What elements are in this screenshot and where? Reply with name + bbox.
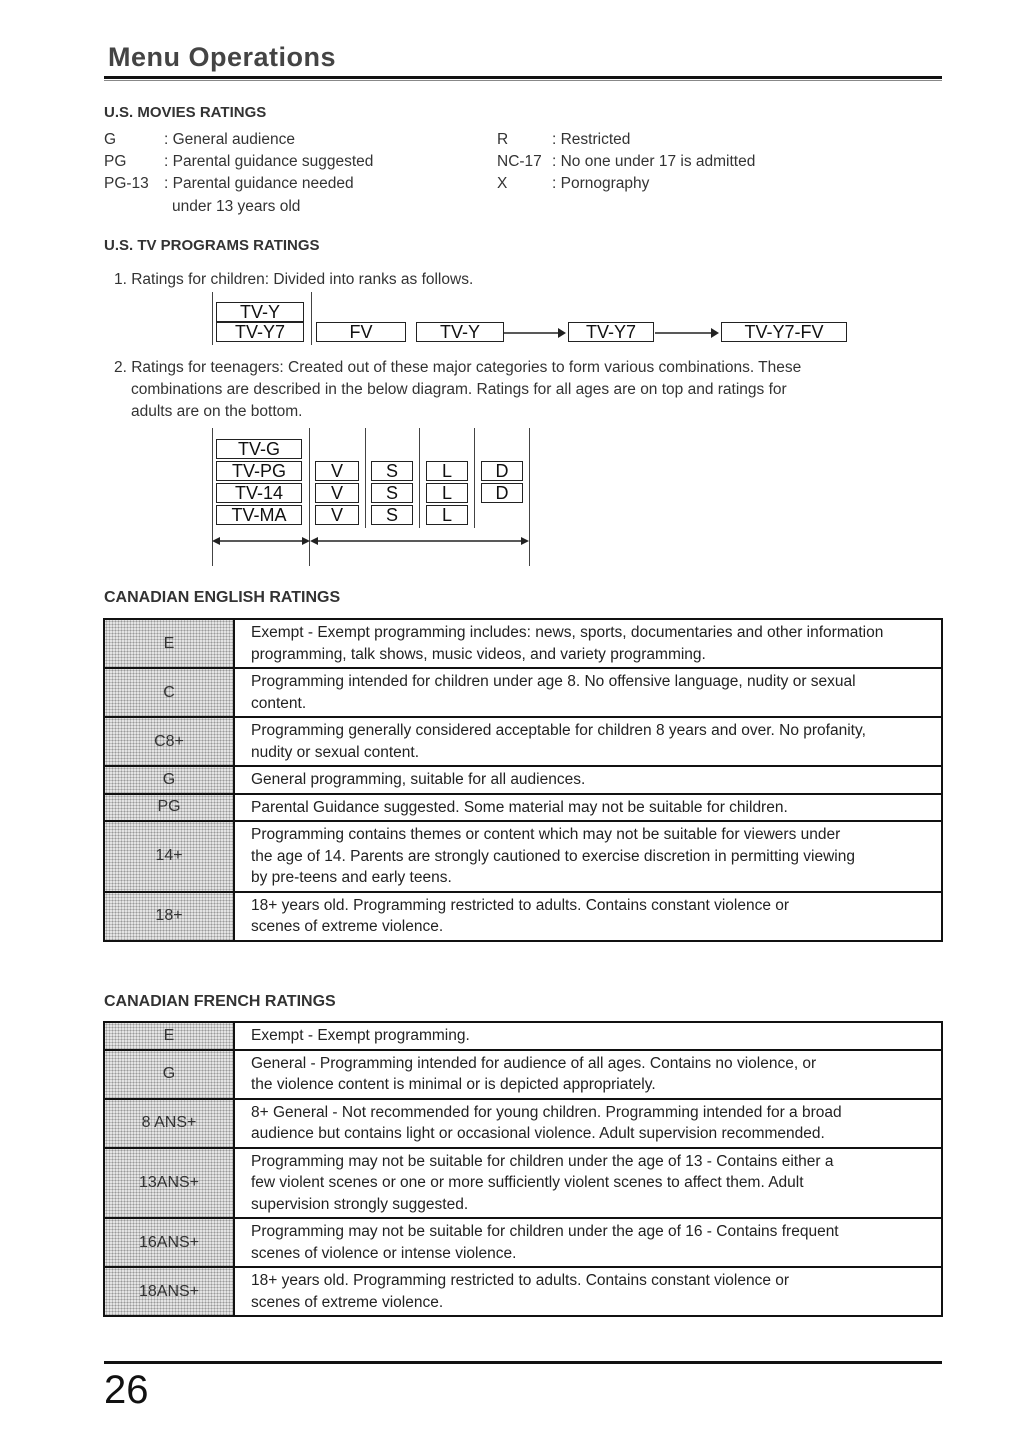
rating-description: General programming, suitable for all audiences. — [234, 766, 942, 794]
movie-rating-pg13-desc-cont: under 13 years old — [172, 198, 301, 215]
rating-code: 8 ANS+ — [104, 1099, 234, 1148]
movie-rating-g-code: G — [104, 131, 117, 148]
chain-box-tv-y7: TV-Y7 — [568, 322, 654, 342]
movie-rating-nc17-code: NC-17 — [497, 153, 542, 170]
content-box-d: D — [481, 461, 523, 481]
us-tv-item2-line3: adults are on the bottom. — [131, 403, 303, 420]
rating-box-tv-y7: TV-Y7 — [216, 322, 304, 342]
us-tv-item2-line2: combinations are described in the below diagram. Ratings for all ages are on top and ratings for — [131, 381, 787, 398]
content-box-v: V — [315, 483, 359, 503]
chain-box-tv-y: TV-Y — [416, 322, 504, 342]
us-tv-item2-line1: 2. Ratings for teenagers: Created out of these major categories to form various combinations. These — [114, 359, 802, 376]
table-row — [104, 1218, 942, 1267]
rating-code: E — [104, 619, 234, 668]
us-tv-heading: U.S. TV PROGRAMS RATINGS — [104, 237, 320, 254]
rating-code: G — [104, 1050, 234, 1099]
rating-description: Programming contains themes or content which may not be suitable for viewers under the age of 14. Parents are strongly cautioned to exercise discretion in permitting viewing by pre-teens and early teens. — [234, 821, 942, 892]
table-row — [104, 717, 942, 766]
title-divider — [104, 76, 942, 79]
rating-code: G — [104, 766, 234, 794]
rating-code: C8+ — [104, 717, 234, 766]
rating-description: Parental Guidance suggested. Some material may not be suitable for children. — [234, 794, 942, 822]
rating-description: 18+ years old. Programming restricted to adults. Contains constant violence or scenes of extreme violence. — [234, 1267, 942, 1316]
us-movies-heading: U.S. MOVIES RATINGS — [104, 104, 267, 121]
canadian-french-table — [103, 1021, 943, 1317]
table-row — [104, 1267, 942, 1316]
movie-rating-pg13-code: PG-13 — [104, 175, 149, 192]
table-row — [104, 766, 942, 794]
canadian-english-table — [103, 618, 943, 942]
diagram-divider — [474, 428, 475, 528]
double-arrow-icon — [212, 533, 532, 549]
arrow-right-icon — [504, 325, 566, 341]
movie-rating-pg-desc: : Parental guidance suggested — [164, 153, 374, 170]
rating-box-tv-pg: TV-PG — [216, 461, 302, 481]
rating-code: 14+ — [104, 821, 234, 892]
diagram-divider — [419, 428, 420, 528]
content-box-d: D — [481, 483, 523, 503]
table-row — [104, 892, 942, 941]
content-box-s: S — [371, 483, 413, 503]
page-title: Menu Operations — [108, 42, 337, 72]
rating-description: Programming generally considered acceptable for children 8 years and over. No profanity, nudity or sexual content. — [234, 717, 942, 766]
rating-code: 18ANS+ — [104, 1267, 234, 1316]
content-box-l: L — [426, 483, 468, 503]
movie-rating-r-code: R — [497, 131, 509, 148]
content-box-l: L — [426, 505, 468, 525]
rating-code: 16ANS+ — [104, 1218, 234, 1267]
canadian-french-heading: CANADIAN FRENCH RATINGS — [104, 993, 336, 1010]
table-row — [104, 619, 942, 668]
content-box-s: S — [371, 505, 413, 525]
movie-rating-nc17-desc: : No one under 17 is admitted — [552, 153, 756, 170]
diagram-divider — [365, 428, 366, 528]
rating-code: 13ANS+ — [104, 1148, 234, 1219]
rating-description: Programming may not be suitable for children under the age of 16 - Contains frequent scenes of violence or intense violence. — [234, 1218, 942, 1267]
rating-box-tv-y: TV-Y — [216, 302, 304, 322]
rating-box-tv-ma: TV-MA — [216, 505, 302, 525]
diagram-divider — [311, 292, 312, 345]
movie-rating-x-desc: : Pornography — [552, 175, 650, 192]
rating-description: Programming intended for children under age 8. No offensive language, nudity or sexual content. — [234, 668, 942, 717]
table-row — [104, 794, 942, 822]
movie-rating-pg13-desc: : Parental guidance needed — [164, 175, 354, 192]
movie-rating-r-desc: : Restricted — [552, 131, 631, 148]
rating-description: 8+ General - Not recommended for young children. Programming intended for a broad audience but contains light or occasional violence. Adult supervision recommended. — [234, 1099, 942, 1148]
canadian-english-heading: CANADIAN ENGLISH RATINGS — [104, 589, 341, 606]
rating-description: Programming may not be suitable for children under the age of 13 - Contains either a few violent scenes or one or more sufficiently violent scenes to affect them. Adult supervision strongly suggested. — [234, 1148, 942, 1219]
diagram-divider — [212, 292, 213, 345]
us-tv-item1: 1. Ratings for children: Divided into ranks as follows. — [114, 271, 474, 288]
rating-description: General - Programming intended for audience of all ages. Contains no violence, or the violence content is minimal or is depicted appropriately. — [234, 1050, 942, 1099]
movie-rating-pg-code: PG — [104, 153, 127, 170]
title-divider-thin — [104, 80, 942, 81]
rating-code: PG — [104, 794, 234, 822]
content-box-v: V — [315, 461, 359, 481]
table-row — [104, 821, 942, 892]
content-box-s: S — [371, 461, 413, 481]
table-row — [104, 1050, 942, 1099]
content-box-l: L — [426, 461, 468, 481]
content-box-v: V — [315, 505, 359, 525]
rating-description: Exempt - Exempt programming includes: news, sports, documentaries and other information programming, talk shows, music videos, and variety programming. — [234, 619, 942, 668]
movie-rating-x-code: X — [497, 175, 508, 192]
rating-box-fv: FV — [316, 322, 406, 342]
table-row — [104, 1148, 942, 1219]
rating-box-tv-g: TV-G — [216, 439, 302, 459]
movie-rating-g-desc: : General audience — [164, 131, 295, 148]
arrow-right-icon — [655, 325, 719, 341]
table-row — [104, 1099, 942, 1148]
rating-code: 18+ — [104, 892, 234, 941]
table-row — [104, 668, 942, 717]
page-number: 26 — [104, 1368, 149, 1412]
chain-box-tv-y7-fv: TV-Y7-FV — [721, 322, 847, 342]
footer-divider — [104, 1361, 942, 1364]
rating-description: Exempt - Exempt programming. — [234, 1022, 942, 1050]
rating-code: E — [104, 1022, 234, 1050]
rating-description: 18+ years old. Programming restricted to adults. Contains constant violence or scenes of extreme violence. — [234, 892, 942, 941]
rating-code: C — [104, 668, 234, 717]
rating-box-tv-14: TV-14 — [216, 483, 302, 503]
table-row — [104, 1022, 942, 1050]
